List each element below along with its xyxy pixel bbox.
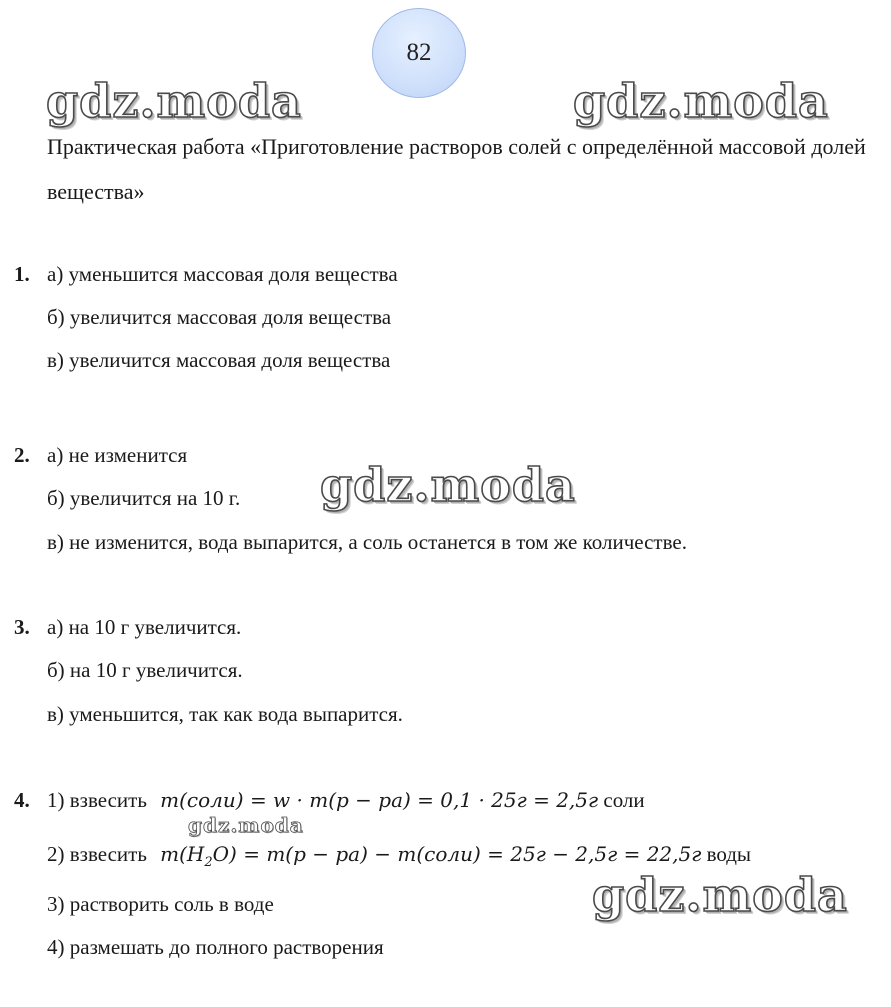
watermark: gdz.moda xyxy=(188,813,304,837)
answer-line xyxy=(47,788,645,813)
answer-line: 3) растворить соль в воде xyxy=(47,892,274,916)
answer-line: 4) размешать до полного растворения xyxy=(47,935,384,959)
answer-line: а) не изменится xyxy=(47,443,188,467)
task-number: 4. xyxy=(14,788,30,812)
answer-line: б) на 10 г увеличится. xyxy=(47,658,243,682)
answer-text: воды xyxy=(706,842,752,866)
answer-line xyxy=(47,842,751,870)
formula-salt-mass: m(соли) = w · m(р − ра) = 0,1 · 25г = 2,5г xyxy=(160,788,599,812)
task-number: 3. xyxy=(14,615,30,639)
answer-line: а) уменьшится массовая доля вещества xyxy=(47,262,398,286)
answer-line: б) увеличится на 10 г. xyxy=(47,486,241,510)
answer-line: в) не изменится, вода выпарится, а соль останется в том же количестве. xyxy=(47,530,687,554)
page-number-badge: 82 xyxy=(372,8,466,98)
answer-text: 1) взвесить xyxy=(47,788,147,812)
watermark: gdz.moda xyxy=(320,458,576,512)
answer-line: в) уменьшится, так как вода выпарится. xyxy=(47,702,403,726)
answer-line: б) увеличится массовая доля вещества xyxy=(47,305,392,329)
watermark: gdz.moda xyxy=(592,868,848,922)
task-number: 1. xyxy=(14,262,30,286)
task-number: 2. xyxy=(14,443,30,467)
answer-line: а) на 10 г увеличится. xyxy=(47,615,242,639)
watermark: gdz.moda xyxy=(573,74,829,128)
answer-line: в) увеличится массовая доля вещества xyxy=(47,348,391,372)
page-title: Практическая работа «Приготовление растворов солей с определённой массовой долей вещества» xyxy=(47,134,866,204)
formula-water-mass: $m(H_2O) = m(р - ра)$ − m(соли) = 25г − 2,5г = 22,5г xyxy=(160,842,702,870)
answer-text: 2) взвесить xyxy=(47,842,147,866)
answer-text: соли xyxy=(603,788,645,812)
watermark: gdz.moda xyxy=(46,74,302,128)
